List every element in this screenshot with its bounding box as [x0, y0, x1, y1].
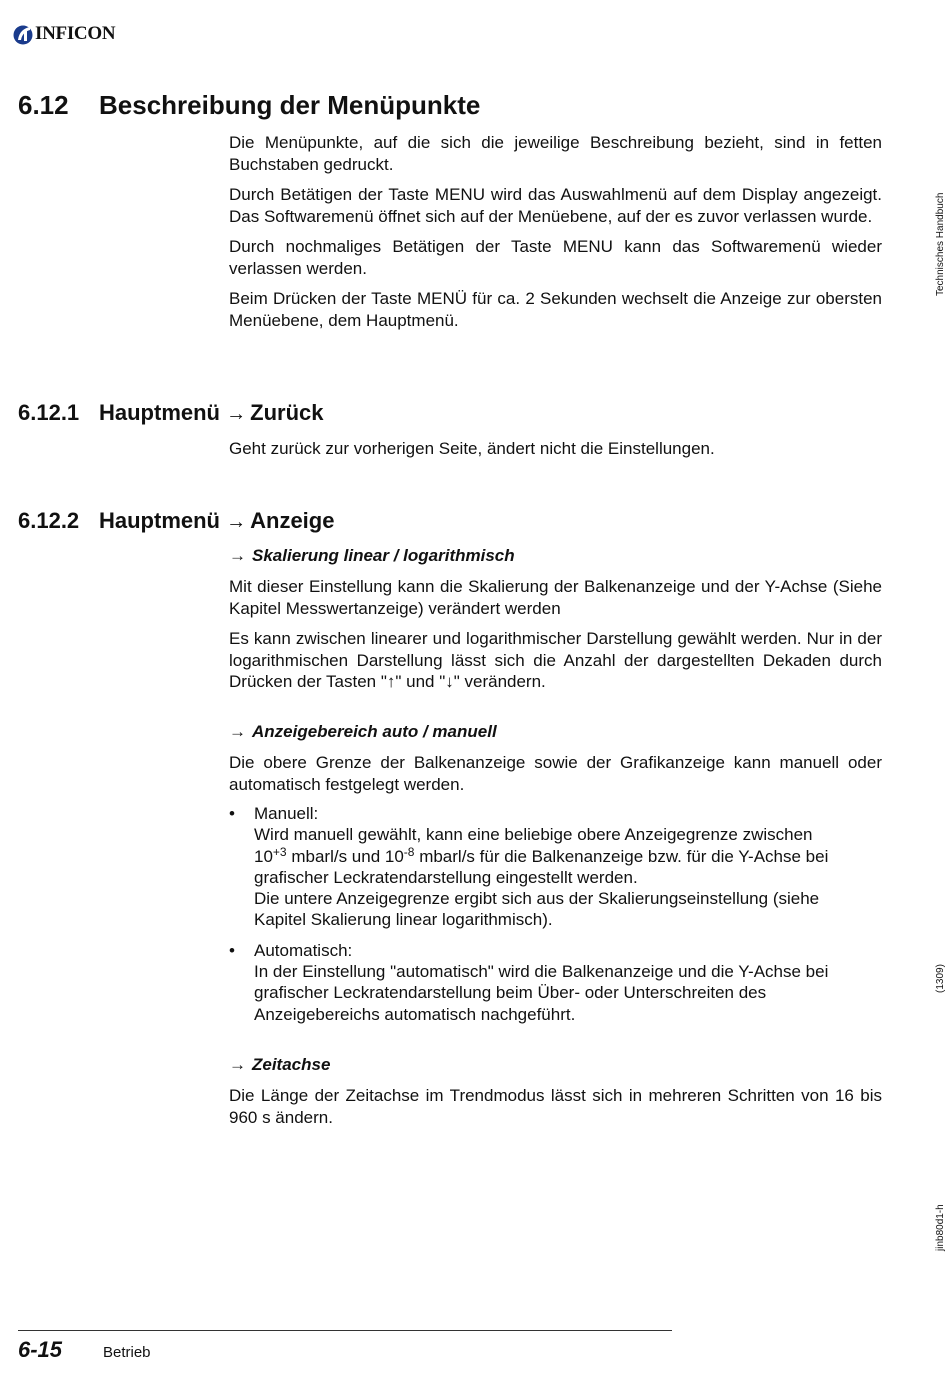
side-label-handbook: Technisches Handbuch [935, 192, 946, 296]
subsection-title-suffix: Anzeige [250, 508, 335, 533]
intro-paragraph-3: Durch nochmaliges Betätigen der Taste MENU kann das Softwaremenü wieder verlassen werden. [229, 237, 882, 278]
side-label-revision: (1309) [935, 964, 946, 993]
bullet-line: Wird manuell gewählt, kann eine beliebige obere Anzeigegrenze zwischen [254, 825, 813, 845]
skalierung-body [229, 576, 882, 693]
arrow-right-icon: → [229, 546, 246, 565]
item-heading-anzeigebereich [229, 721, 497, 743]
skalierung-paragraph-1: Mit dieser Einstellung kann die Skalierung der Balkenanzeige und der Y-Achse (Siehe Kapitel Messwertanzeige) verändert werden [229, 577, 882, 618]
footer-divider [18, 1330, 672, 1331]
logo-text: INFICON [35, 23, 116, 44]
subsection-title-prefix: Hauptmenü [99, 508, 220, 533]
page-number: 6-15 [18, 1337, 63, 1362]
bullet-dot-icon: • [229, 804, 235, 823]
section-heading [18, 88, 480, 122]
range-mid: mbarl/s und 10 [286, 846, 404, 866]
zurueck-description [229, 438, 882, 460]
range-tail: mbarl/s für die Balkenanzeige bzw. für die Y-Achse bei grafischer Leckratendarstellung eingestellt werden. [254, 846, 829, 887]
side-label-docid: jinb80d1-h [935, 1204, 946, 1251]
item-heading-text: Anzeigebereich auto / manuell [252, 722, 497, 741]
zeitachse-body [229, 1085, 882, 1128]
bullet-dot-icon: • [229, 940, 235, 960]
bullet-label: Manuell: [254, 804, 319, 823]
inficon-logo-mark-icon [12, 23, 34, 45]
subsection-title-prefix: Hauptmenü [99, 400, 220, 425]
subsection-heading-zurueck [18, 399, 323, 428]
bullet-line: Die untere Anzeigegrenze ergibt sich aus der Skalierungseinstellung (siehe Kapitel Skalierung linear logarithmisch). [254, 889, 820, 930]
intro-paragraph-4: Beim Drücken der Taste MENÜ für ca. 2 Sekunden wechselt die Anzeige zur obersten Menüebene, dem Hauptmenü. [229, 289, 882, 330]
bullet-manuell [229, 803, 869, 931]
anzeigebereich-body [229, 752, 882, 795]
bullet-label: Automatisch: [254, 940, 353, 960]
range-exponent-upper: +3 [272, 844, 287, 859]
bullet-automatisch [229, 940, 869, 1025]
zeitachse-paragraph: Die Länge der Zeitachse im Trendmodus lässt sich in mehreren Schritten von 16 bis 960 s ändern. [229, 1086, 882, 1127]
section-intro [229, 132, 882, 331]
section-title: Beschreibung der Menüpunkte [99, 90, 481, 120]
inficon-logo [12, 22, 115, 46]
footer-section-name: Betrieb [103, 1344, 151, 1361]
subsection-title-suffix: Zurück [250, 400, 324, 425]
item-heading-skalierung [229, 545, 515, 567]
subsection-number: 6.12.2 [18, 508, 80, 533]
bullet-range-text [254, 846, 869, 889]
arrow-right-icon: → [229, 722, 246, 741]
skalierung-paragraph-2: Es kann zwischen linearer und logarithmischer Darstellung gewählt werden. Nur in der logarithmischen Darstellung lässt sich die Anzahl der dargestellten Dekaden durch Drücken der Tasten "↑" und "↓" verändern. [229, 629, 882, 691]
range-exponent-lower: -8 [403, 844, 415, 859]
intro-paragraph-1: Die Menüpunkte, auf die sich die jeweilige Beschreibung bezieht, sind in fetten Buchstaben gedruckt. [229, 133, 882, 174]
item-heading-text: Skalierung linear / logarithmisch [252, 546, 515, 565]
section-number: 6.12 [18, 90, 69, 120]
zurueck-paragraph: Geht zurück zur vorherigen Seite, ändert nicht die Einstellungen. [229, 439, 715, 458]
arrow-right-icon: → [226, 403, 247, 425]
subsection-number: 6.12.1 [18, 400, 80, 425]
subsection-heading-anzeige [18, 507, 334, 536]
range-base: 10 [254, 846, 273, 866]
intro-paragraph-2: Durch Betätigen der Taste MENU wird das Auswahlmenü auf dem Display angezeigt. Das Softwaremenü öffnet sich auf der Menüebene, auf der es zuvor verlassen wurde. [229, 185, 882, 226]
bullet-text: In der Einstellung "automatisch" wird die Balkenanzeige und die Y-Achse bei grafischer Leckratendarstellung beim Über- oder Unterschreiten des Anzeigebereichs automatisch nachgeführt. [254, 962, 829, 1024]
arrow-right-icon: → [229, 1055, 246, 1074]
item-heading-zeitachse [229, 1054, 330, 1076]
arrow-right-icon: → [226, 511, 247, 533]
anzeigebereich-bullet-list [229, 803, 869, 1025]
item-heading-text: Zeitachse [252, 1055, 331, 1074]
anzeigebereich-paragraph: Die obere Grenze der Balkenanzeige sowie der Grafikanzeige kann manuell oder automatisch festgelegt werden. [229, 753, 882, 794]
